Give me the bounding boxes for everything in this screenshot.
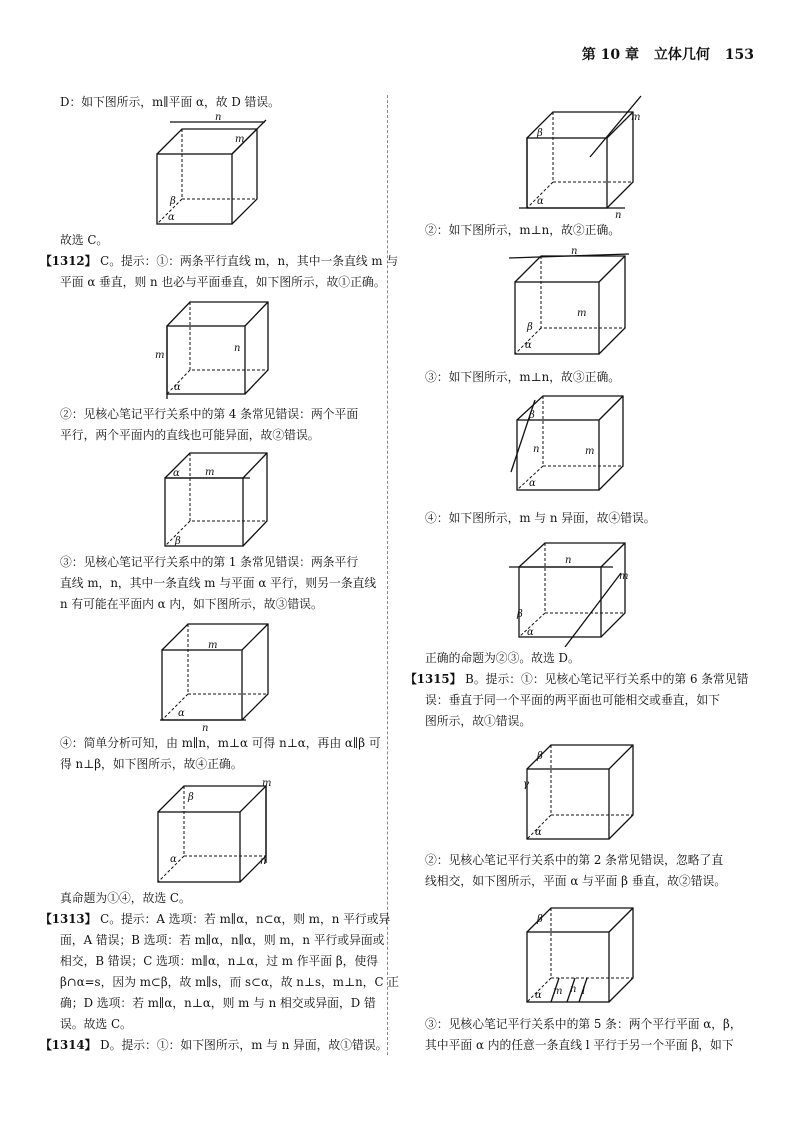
text-line: D。提示：①：如下图所示，m 与 n 异面，故①错误。 (96, 1038, 388, 1052)
text-line: ②：如下图所示，m⊥n，故②正确。 (425, 223, 621, 237)
text-line: 其中平面 α 内的任意一条直线 l 平行于另一个平面 β，如下 (425, 1038, 734, 1052)
figure-cube-7 (505, 244, 635, 364)
problem-1313 (40, 909, 390, 930)
text-line: 得 n⊥β，如下图所示，故④正确。 (60, 757, 243, 771)
label-alpha: α (525, 340, 532, 351)
problem-1315 (405, 669, 748, 690)
figure-cube-11 (515, 898, 645, 1010)
text-line: 线相交，如下图所示，平面 α 与平面 β 垂直，故②错误。 (425, 874, 727, 888)
label-n: n (234, 343, 241, 354)
label-m: m (155, 350, 165, 361)
text-line: 平行，两个平面内的直线也可能异面，故②错误。 (60, 428, 320, 442)
label-m: m (235, 134, 245, 145)
figure-cube-10 (515, 735, 645, 845)
label-beta: β (537, 751, 543, 762)
label-beta: β (188, 792, 194, 803)
label-m: m (262, 778, 272, 789)
figure-cube-1 (140, 112, 280, 232)
label-alpha: α (537, 196, 544, 207)
label-gamma: γ (523, 779, 529, 790)
label-n: n (570, 984, 577, 995)
label-n: n (615, 210, 622, 221)
label-alpha: α (527, 627, 534, 638)
label-beta: β (170, 196, 176, 207)
text-line: 相交，B 错误；C 选项：m∥α，n⊥α，过 m 作平面 β，使得 (60, 954, 379, 968)
problem-number: 【1312】 (40, 254, 97, 268)
text-line: β∩α=s，因为 m⊂β，故 m∥s，而 s⊂α，故 n⊥s，m⊥n，C 正 (60, 975, 400, 989)
label-alpha: α (535, 990, 542, 1001)
figure-cube-8 (505, 390, 635, 502)
text-line: 真命题为①④，故选 C。 (60, 891, 191, 905)
text-line: 故选 C。 (60, 233, 109, 247)
text-line: C。提示：A 选项：若 m∥α，n⊂α，则 m，n 平行或异 (96, 912, 391, 926)
label-n: n (571, 246, 578, 257)
page-number: 153 (724, 47, 754, 63)
text-line: ④：如下图所示，m 与 n 异面，故④错误。 (425, 511, 656, 525)
figure-cube-9 (505, 535, 635, 647)
label-alpha: α (173, 468, 180, 479)
text-line: ④：简单分析可知，由 m∥n，m⊥α 可得 n⊥α，再由 α∥β 可 (60, 736, 381, 750)
label-alpha: α (170, 854, 177, 865)
label-m: m (208, 640, 218, 651)
label-n: n (565, 555, 572, 566)
text-line: ②：见核心笔记平行关系中的第 2 条常见错误，忽略了直 (425, 853, 724, 867)
text-line: 确；D 选项：若 m∥α，n⊥α，则 m 与 n 相交或异面，D 错 (60, 996, 376, 1010)
problem-1312 (40, 251, 398, 272)
problem-number: 【1314】 (40, 1038, 97, 1052)
chapter-title: 立体几何 (653, 47, 710, 63)
label-beta: β (537, 128, 543, 139)
text-line: C。提示：①：两条平行直线 m，n，其中一条直线 m 与 (96, 254, 399, 268)
label-m: m (577, 308, 587, 319)
text-line: ③：见核心笔记平行关系中的第 5 条：两个平行平面 α，β， (425, 1017, 742, 1031)
label-m: m (585, 446, 595, 457)
text-line: 误。故选 C。 (60, 1017, 132, 1031)
text-line: 正确的命题为②③。故选 D。 (425, 651, 580, 665)
figure-cube-4 (150, 618, 290, 733)
label-alpha: α (535, 827, 542, 838)
page-header (572, 44, 754, 64)
text-line: ③：见核心笔记平行关系中的第 1 条常见错误：两条平行 (60, 555, 359, 569)
label-alpha: α (529, 478, 536, 489)
label-n: n (215, 112, 222, 123)
text-line: B。提示：①：见核心笔记平行关系中的第 6 条常见错 (461, 672, 749, 686)
figure-cube-3 (155, 448, 295, 553)
text-line: 面，A 错误；B 选项：若 m∥α，n∥α，则 m，n 平行或异面或 (60, 933, 385, 947)
label-alpha: α (178, 708, 185, 719)
problem-number: 【1313】 (40, 912, 97, 926)
text-line: 平面 α 垂直，则 n 也必与平面垂直，如下图所示，故①正确。 (60, 275, 386, 289)
label-beta: β (175, 536, 181, 547)
label-alpha: α (174, 382, 181, 393)
problem-number: 【1315】 (405, 672, 462, 686)
label-beta: β (537, 914, 543, 925)
label-beta: β (529, 410, 535, 421)
label-n: n (202, 723, 209, 733)
text-line: ③：如下图所示，m⊥n，故③正确。 (425, 370, 621, 384)
label-alpha: α (168, 212, 175, 223)
problem-1314 (40, 1035, 387, 1056)
text-line: 图所示，故①错误。 (425, 714, 532, 728)
label-m: m (553, 986, 563, 997)
label-m: m (205, 467, 215, 478)
text-line: 误：垂直于同一个平面的两平面也可能相交或垂直，如下 (425, 693, 720, 707)
figure-cube-6 (515, 92, 645, 222)
text-line: D：如下图所示，m∥平面 α，故 D 错误。 (60, 95, 280, 109)
label-m: m (631, 112, 641, 123)
text-line: n 有可能在平面内 α 内，如下图所示，故③错误。 (60, 597, 323, 611)
label-beta: β (527, 322, 533, 333)
label-m: m (619, 571, 629, 582)
label-n: n (260, 856, 267, 867)
figure-cube-2 (150, 294, 290, 404)
text-line: 直线 m，n，其中一条直线 m 与平面 α 平行，则另一条直线 (60, 576, 377, 590)
label-beta: β (517, 609, 523, 620)
chapter-number: 第 10 章 (581, 47, 640, 63)
figure-cube-5 (150, 778, 290, 888)
label-n: n (533, 444, 540, 455)
text-line: ②：见核心笔记平行关系中的第 4 条常见错误：两个平面 (60, 407, 359, 421)
label-l: l (582, 986, 586, 997)
